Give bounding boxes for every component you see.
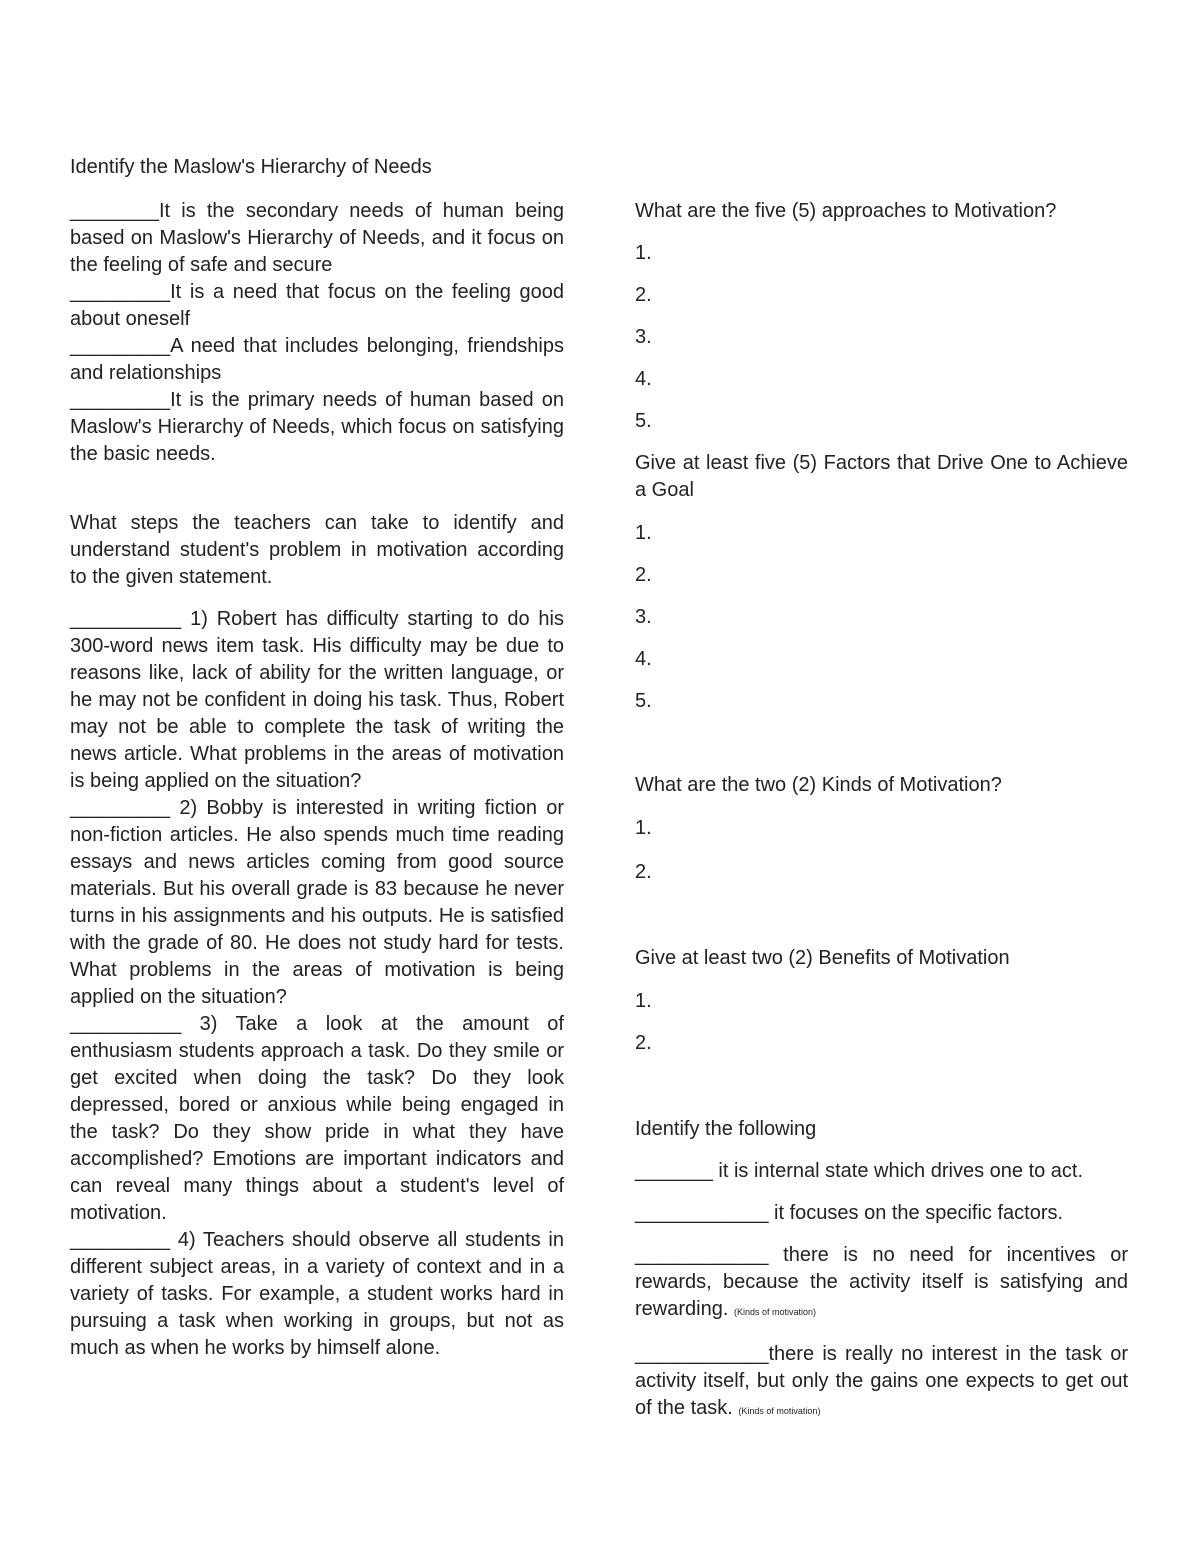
identify-item-text: ____________there is really no interest in the task or activity itself, but only the gains one expects to get out of the task. (635, 1343, 1128, 1419)
identify-heading: Identify the following (635, 1118, 817, 1140)
steps-item-4: _________ 4) Teachers should observe all students in different subject areas, in a variety of context and in a variety of tasks. For example, a student works hard in pursuing a task when working in groups, but not as much as when he works by himself alone. (70, 1229, 564, 1359)
maslow-item-4: _________It is the primary needs of human based on Maslow's Hierarchy of Needs, which focus on satisfying the basic needs. (70, 389, 564, 465)
identify-item-1 (635, 1158, 1128, 1185)
spacer (70, 468, 564, 510)
identify-item-2 (635, 1200, 1128, 1227)
benefits-heading: Give at least two (2) Benefits of Motivation (635, 947, 1010, 969)
approaches-heading: What are the five (5) approaches to Motivation? (635, 200, 1057, 222)
approaches-number-5: 5. (635, 410, 652, 432)
factors-number-1: 1. (635, 522, 652, 544)
steps-heading: What steps the teachers can take to identify and understand student's problem in motivation according to the given statement. (70, 512, 564, 588)
factors-number-2: 2. (635, 564, 652, 586)
spacer (635, 730, 1128, 772)
approaches-number-3: 3. (635, 326, 652, 348)
maslow-heading: Identify the Maslow's Hierarchy of Needs (70, 156, 432, 178)
factors-number-5: 5. (635, 690, 652, 712)
factors-heading: Give at least five (5) Factors that Drive One to Achieve a Goal (635, 452, 1128, 501)
identify-item-text: ____________ there is no need for incentives or rewards, because the activity itself is satisfying and rewarding. (635, 1244, 1128, 1320)
identify-item-note: (Kinds of motivation) (733, 1307, 816, 1317)
identify-item-3 (635, 1242, 1128, 1326)
steps-item-2: _________ 2) Bobby is interested in writing fiction or non-fiction articles. He also spends much time reading essays and news articles coming from good source materials. But his overall grade is 83 because he never turns in his assignments and his outputs. He is satisfied with the grade of 80. He does not study hard for tests. What problems in the areas of motivation is being applied on the situation? (70, 797, 564, 1008)
kinds-number-2: 2. (635, 861, 652, 883)
maslow-item-2: _________It is a need that focus on the feeling good about oneself (70, 281, 564, 330)
spacer (635, 901, 1128, 945)
approaches-number-2: 2. (635, 284, 652, 306)
kinds-number-1: 1. (635, 817, 652, 839)
approaches-number-1: 1. (635, 242, 652, 264)
benefits-number-2: 2. (635, 1032, 652, 1054)
identify-item-4 (635, 1341, 1128, 1425)
identify-item-text: ____________ it focuses on the specific factors. (635, 1202, 1064, 1224)
maslow-item-3: _________A need that includes belonging, friendships and relationships (70, 335, 564, 384)
left-column (70, 154, 564, 1362)
steps-item-3: __________ 3) Take a look at the amount of enthusiasm students approach a task. Do they smile or get excited when doing the task? Do they look depressed, bored or anxious while being engaged in the task? Do they show pride in what they have accomplished? Emotions are important indicators and can reveal many things about a student's level of motivation. (70, 1013, 564, 1224)
factors-number-4: 4. (635, 648, 652, 670)
approaches-number-4: 4. (635, 368, 652, 390)
kinds-heading: What are the two (2) Kinds of Motivation? (635, 774, 1002, 796)
identify-item-note: (Kinds of motivation) (738, 1406, 821, 1416)
identify-item-text: _______ it is internal state which drives one to act. (635, 1160, 1084, 1182)
right-column (635, 198, 1128, 1440)
spacer (635, 1072, 1128, 1116)
maslow-item-1: ________It is the secondary needs of human being based on Maslow's Hierarchy of Needs, and it focus on the feeling of safe and secure (70, 200, 564, 276)
benefits-number-1: 1. (635, 990, 652, 1012)
steps-item-1: __________ 1) Robert has difficulty starting to do his 300-word news item task. His difficulty may be due to reasons like, lack of ability for the written language, or he may not be confident in doing his task. Thus, Robert may not be able to complete the task of writing the news article. What problems in the areas of motivation is being applied on the situation? (70, 608, 564, 792)
factors-number-3: 3. (635, 606, 652, 628)
